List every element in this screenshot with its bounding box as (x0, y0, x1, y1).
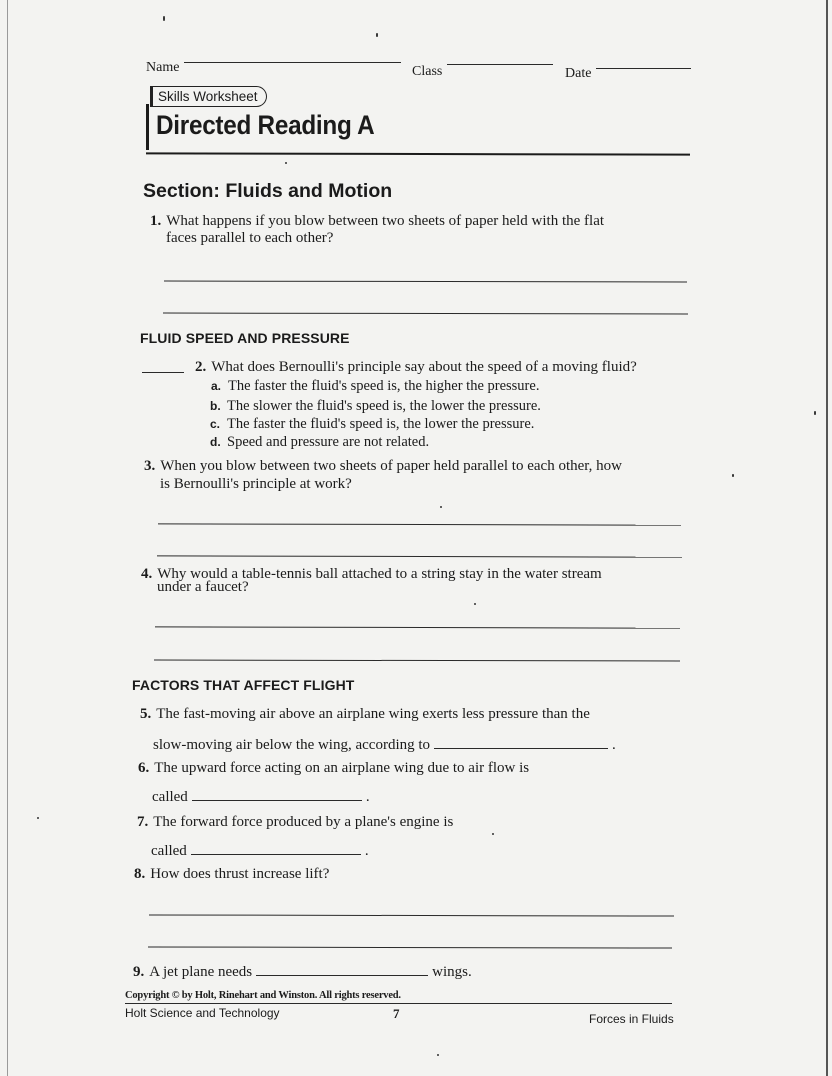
option-d[interactable] (210, 434, 429, 451)
answer-line[interactable] (149, 914, 674, 916)
option-a[interactable] (211, 378, 539, 395)
date-field[interactable] (596, 68, 691, 69)
question-number: 4. (141, 566, 153, 582)
question-text: The upward force acting on an airplane wing due to air flow is (154, 760, 530, 776)
answer-line[interactable] (148, 946, 672, 948)
question-text: How does thrust increase lift? (150, 866, 330, 882)
option-text: The slower the fluid's speed is, the lower the pressure. (227, 398, 541, 414)
option-c[interactable] (210, 416, 534, 433)
question-text: Why would a table-tennis ball attached to a string stay in the water stream (157, 566, 602, 582)
footer-chapter: Forces in Fluids (589, 1012, 674, 1026)
answer-line[interactable] (158, 523, 681, 525)
question-6-line2 (152, 786, 370, 806)
question-number: 6. (138, 760, 150, 776)
name-label: Name (146, 60, 180, 75)
punctuation: . (365, 789, 370, 805)
question-2 (195, 359, 637, 376)
answer-line[interactable] (164, 281, 687, 283)
answer-line[interactable] (163, 313, 688, 315)
skills-worksheet-tag: Skills Worksheet (150, 86, 267, 107)
subheading-fluid-speed: FLUID SPEED AND PRESSURE (140, 330, 350, 346)
punctuation: . (612, 737, 616, 753)
scan-edge-right (826, 0, 828, 1076)
question-text: What does Bernoulli's principle say about the speed of a moving fluid? (211, 359, 637, 375)
answer-line[interactable] (155, 626, 680, 628)
footer-publication: Holt Science and Technology (125, 1006, 280, 1020)
scan-edge-left (7, 0, 8, 1076)
title-bar-accent (146, 104, 149, 150)
question-number: 2. (195, 359, 207, 375)
answer-blank-9[interactable] (256, 961, 428, 976)
question-text: slow-moving air below the wing, according to (153, 737, 431, 753)
question-number: 8. (134, 866, 146, 882)
question-5-line2 (153, 734, 616, 754)
question-8 (134, 866, 329, 883)
question-number: 7. (137, 814, 149, 830)
answer-blank-2[interactable] (142, 372, 184, 373)
answer-blank-5[interactable] (434, 734, 608, 749)
answer-line[interactable] (154, 660, 680, 662)
question-9 (133, 961, 472, 981)
question-5 (140, 706, 590, 723)
question-7-line2 (151, 840, 369, 860)
answer-line[interactable] (157, 555, 682, 557)
class-label: Class (412, 64, 443, 79)
punctuation: . (364, 843, 369, 859)
question-number: 3. (144, 458, 156, 474)
subheading-factors-flight: FACTORS THAT AFFECT FLIGHT (132, 677, 355, 693)
scan-speck (163, 16, 165, 21)
option-letter: c. (210, 417, 221, 431)
option-letter: d. (210, 435, 221, 449)
question-text: When you blow between two sheets of paper held parallel to each other, how (160, 458, 622, 474)
question-text: What happens if you blow between two sheets of paper held with the flat (166, 213, 605, 229)
name-field[interactable] (184, 62, 401, 63)
option-b[interactable] (210, 398, 541, 415)
scan-speck (732, 474, 734, 477)
question-text: The forward force produced by a plane's engine is (153, 814, 454, 830)
title-underline (146, 152, 690, 155)
option-text: Speed and pressure are not related. (227, 434, 430, 450)
question-3-line2: is Bernoulli's principle at work? (160, 476, 352, 492)
answer-blank-7[interactable] (191, 840, 361, 855)
class-field[interactable] (447, 64, 553, 65)
scan-speck (474, 603, 476, 605)
question-text: called (152, 789, 188, 805)
question-number: 1. (150, 213, 162, 229)
question-1-line2: faces parallel to each other? (166, 230, 334, 246)
question-4-line2: under a faucet? (157, 579, 249, 595)
date-label: Date (565, 66, 592, 81)
question-7 (137, 814, 453, 831)
question-text: wings. (432, 964, 472, 980)
answer-blank-6[interactable] (192, 786, 362, 801)
option-letter: a. (211, 379, 222, 393)
option-text: The faster the fluid's speed is, the higher the pressure. (228, 378, 540, 394)
footer-rule (125, 1003, 672, 1004)
question-6 (138, 760, 529, 777)
page-number: 7 (393, 1006, 400, 1021)
scan-speck (814, 411, 816, 415)
copyright-notice: Copyright © by Holt, Rinehart and Winston. All rights reserved. (125, 990, 401, 1001)
page-title: Directed Reading A (156, 110, 375, 140)
scan-speck (440, 506, 442, 508)
scan-speck (492, 833, 494, 835)
question-3 (144, 458, 622, 475)
option-text: The faster the fluid's speed is, the lower the pressure. (227, 416, 535, 432)
scan-speck (285, 162, 287, 164)
question-1 (150, 213, 604, 230)
scan-speck (376, 33, 378, 37)
scan-speck (37, 817, 39, 819)
question-number: 9. (133, 964, 145, 980)
section-title: Section: Fluids and Motion (143, 180, 393, 202)
question-text: A jet plane needs (149, 964, 253, 980)
question-number: 5. (140, 706, 152, 722)
option-letter: b. (210, 399, 221, 413)
question-text: called (151, 843, 187, 859)
scan-speck (437, 1054, 439, 1056)
question-text: The fast-moving air above an airplane wing exerts less pressure than the (156, 706, 590, 722)
